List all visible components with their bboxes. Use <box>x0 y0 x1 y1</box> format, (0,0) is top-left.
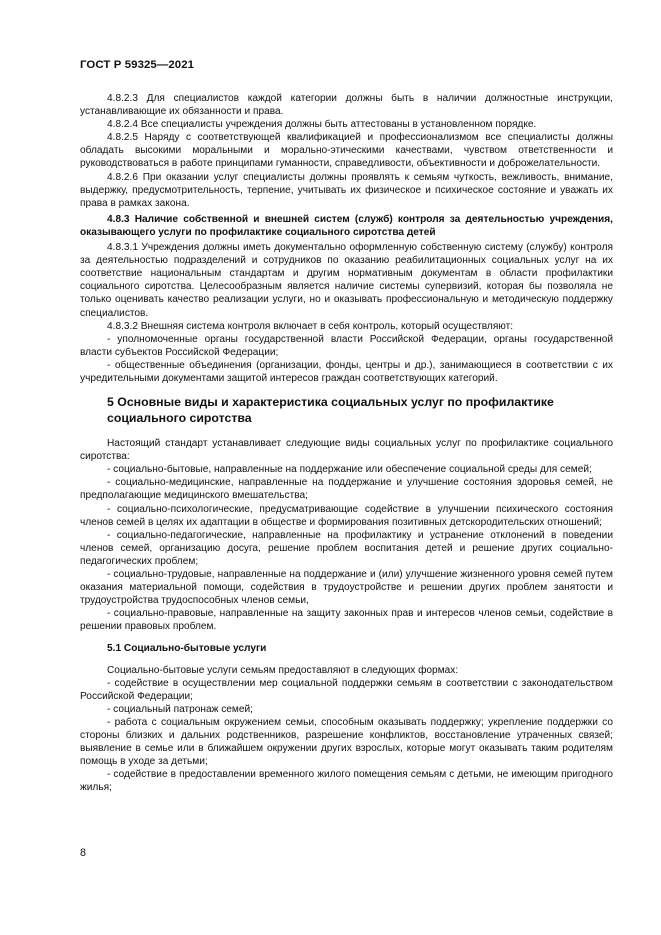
paragraph-4-8-2-6: 4.8.2.6 При оказании услуг специалисты должны проявлять к семьям чуткость, вежливость, внимание, выдержку, предусмотрительность, терпение, учитывать их физическое и психическое состояние и уважать их права в рамках закона. <box>80 171 613 209</box>
list-item: - общественные объединения (организации, фонды, центры и др.), занимающиеся в соответствии с их учредительными документами защитой интересов граждан соответствующих категорий. <box>80 359 613 384</box>
paragraph-4-8-2-5: 4.8.2.5 Наряду с соответствующей квалификацией и профессионализмом все специалисты должны обладать высокими моральными и морально-этическими качествами, чувством ответственности и руководствоваться в работе принципами гуманности, справедливости, объективности и доброжелательности. <box>80 132 613 170</box>
list-item: - социально-трудовые, направленные на поддержание и (или) улучшение жизненного уровня семей путем оказания материальной помощи, содействия в трудоустройстве и решении других проблем занятости и трудоустройства трудоспособных членов семьи, <box>80 569 613 607</box>
list-item: - социально-психологические, предусматривающие содействие в улучшении психического состояния членов семей в целях их адаптации в обществе и формирования позитивных детскородительских отношений; <box>80 503 613 528</box>
list-item: - социально-бытовые, направленные на поддержание или обеспечение социальной среды для семей; <box>107 464 592 476</box>
list-item: - уполномоченные органы государственной власти Российской Федерации, органы государственной власти субъектов Российской Федерации; <box>80 333 613 358</box>
paragraph-4-8-3-1: 4.8.3.1 Учреждения должны иметь документально оформленную собственную систему (службу) контроля за деятельностью подразделений и сотрудников по оказанию реабилитационных социальных услуг на их соответствие национальным стандартам и другим нормативным документам в области профилактики социального сиротства. Целесообразным является наличие системы супервизий, которая бы позволяла не только оценивать качество реализации услуги, но и оказывать профессиональную и методическую поддержку специалистов. <box>80 242 613 319</box>
paragraph-4-8-2-4: 4.8.2.4 Все специалисты учреждения должны быть аттестованы в установленном порядке. <box>107 119 537 131</box>
list-item: - содействие в предоставлении временного жилого помещения семьям с детьми, не имеющим пригодного жилья; <box>80 769 613 794</box>
section-5-title: 5 Основные виды и характеристика социальных услуг по профилактике социального сиротства <box>107 395 554 425</box>
paragraph-4-8-3-2: 4.8.3.2 Внешняя система контроля включает в себя контроль, который осуществляют: <box>107 320 514 332</box>
list-item: - социально-педагогические, направленные на профилактику и устранение отклонений в поведении членов семей, организацию досуга, решение проблем воспитания детей и решение других социально-педагогических проблем; <box>80 529 613 567</box>
list-item: - социальный патронаж семей; <box>107 703 253 715</box>
document-header: ГОСТ Р 59325—2021 <box>80 59 195 71</box>
document-body <box>80 92 613 795</box>
subsection-5-1-title: 5.1 Социально-бытовые услуги <box>107 643 267 655</box>
list-item: - социально-правовые, направленные на защиту законных прав и интересов членов семьи, содействие в решении правовых проблем. <box>80 608 613 633</box>
section-5-intro: Настоящий стандарт устанавливает следующие виды социальных услуг по профилактике социального сиротства: <box>80 438 613 463</box>
list-item: - социально-медицинские, направленные на поддержание и улучшение состояния здоровья семей, не предполагающие медицинского вмешательства; <box>80 477 613 502</box>
list-item: - работа с социальным окружением семьи, способным оказывать поддержку; укрепление поддержки со стороны близких и дальних родственников, разрешение конфликтов, восстановление утраченных связей; выявление в семье или в ближайшем окружении других взрослых, которые могут оказывать таким родителям помощь в уходе за детьми; <box>80 716 613 768</box>
list-item: - содействие в осуществлении мер социальной поддержки семьям в соответствии с законодательством Российской Федерации; <box>80 677 613 702</box>
page-number: 8 <box>80 847 87 859</box>
heading-4-8-3: 4.8.3 Наличие собственной и внешней систем (служб) контроля за деятельностью учреждения, оказывающего услуги по профилактике социального сиротства детей <box>80 213 613 238</box>
subsection-5-1-intro: Социально-бытовые услуги семьям предоставляют в следующих формах: <box>107 664 459 676</box>
paragraph-4-8-2-3: 4.8.2.3 Для специалистов каждой категории должны быть в наличии должностные инструкции, устанавливающие их обязанности и права. <box>80 93 613 118</box>
